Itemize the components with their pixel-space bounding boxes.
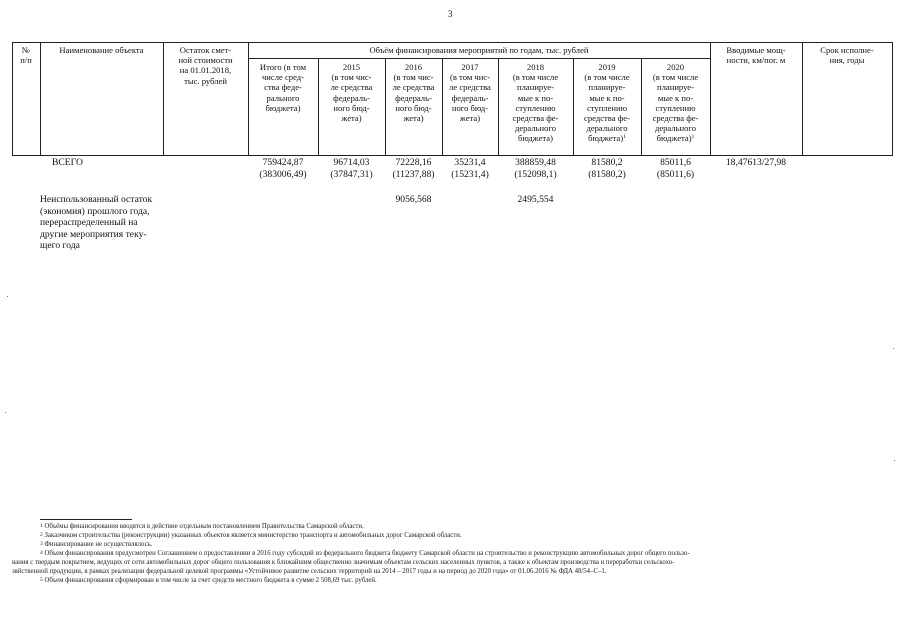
table-header-bottom-border <box>12 155 892 156</box>
footnote-separator <box>40 519 132 520</box>
row-total-label: ВСЕГО <box>52 157 83 168</box>
subheader-2015: 2015 (в том чис- ле средства федераль- ного бюд- жета) <box>330 62 373 124</box>
footnote-mark: 2 <box>40 532 43 538</box>
footnote-4-cont <box>12 568 607 576</box>
header-number: № п/п <box>20 45 32 66</box>
col-divider <box>40 42 41 156</box>
footnote-text: вания с твердым покрытием, ведущих от сети автомобильных дорог общего пользования к ближайшим общественно значимым объектам сельских населенных пунктов, а также к объектам производства и переработки сельскохо- <box>12 559 675 566</box>
federal-value: (81580,2) <box>588 168 626 180</box>
value: 81580,2 <box>591 157 623 168</box>
row-total-itogo <box>248 157 318 180</box>
footnote-1 <box>40 523 364 531</box>
value: 85011,6 <box>660 157 691 168</box>
value: 72228,16 <box>395 157 432 168</box>
subheader-total: Итого (в том числе сред- ства феде- рального бюджета) <box>259 62 307 113</box>
subheader-2016: 2016 (в том чис- ле средства федераль- ного бюд- жета) <box>392 62 435 124</box>
header-financing-by-year: Объём финансирования мероприятий по годам, тыс. рублей <box>369 45 589 55</box>
row-total-2017 <box>442 157 498 180</box>
federal-value: (383006,49) <box>259 168 307 180</box>
footnote-mark: 3 <box>40 541 43 547</box>
federal-value: (15231,4) <box>451 168 489 180</box>
subheader-2020 <box>641 62 710 144</box>
row-total-2019 <box>573 157 641 180</box>
row-total-2020 <box>641 157 710 180</box>
footnote-text: Заказчиком строительства (реконструкции) указанных объектов является министерство транспорта и автомобильных дорог Самарской области. <box>42 532 462 539</box>
value: 35231,4 <box>454 157 486 168</box>
header-object-name: Наименование объекта <box>59 45 144 55</box>
header-remaining-cost: Остаток смет- ной стоимости на 01.01.2018, тыс. рублей <box>178 45 233 86</box>
value: 96714,03 <box>333 157 370 168</box>
footnote-text: Объем финансирования предусмотрен Соглашением о предоставлении в 2016 году субсидий из федерального бюджета бюджету Самарской области на строительство и реконструкцию автомобильных дорог общего пользо- <box>42 550 690 557</box>
row-unused-2016: 9056,568 <box>395 194 432 205</box>
footnote-text: Объёмы финансирования вводятся в действие отдельным постановлением Правительства Самарской области. <box>42 523 364 530</box>
header-capacity: Вводимые мощ- ности, км/пог. м <box>726 45 786 66</box>
scan-speck <box>7 296 8 297</box>
row-total-capacity: 18,47613/27,98 <box>725 157 787 168</box>
table-right-border <box>892 42 893 156</box>
footnote-mark: 1 <box>40 523 43 529</box>
footnote-text: зяйственной продукции, в рамках реализации федеральной целевой программы «Устойчивое развитие сельских территорий на 2014 – 2017 годы и на период до 2020 года» от 01.06.2016 № ФДА 48/54–С–1. <box>12 568 607 575</box>
subheader-2018: 2018 (в том числе планируе- мые к по- ступлению средства фе- дерального бюджета) <box>512 62 559 144</box>
footnote-3 <box>40 541 152 549</box>
footnote-ref: 1 <box>623 134 626 141</box>
federal-value: (152098,1) <box>514 168 557 180</box>
header-deadline: Срок исполне- ния, годы <box>820 45 874 66</box>
page-number: 3 <box>448 9 453 19</box>
row-total-2018 <box>498 157 573 180</box>
footnote-mark: 4 <box>40 550 43 556</box>
footnote-mark: 5 <box>40 577 43 583</box>
footnote-4-cont <box>12 559 674 567</box>
footnote-ref: 1 <box>691 134 695 141</box>
subheader-2020-text: 2020 (в том числе планируе- мые к по- ступлению средства фе- дерального бюджета) <box>652 62 699 144</box>
federal-value: (37847,31) <box>330 168 373 180</box>
subheader-2019 <box>573 62 641 144</box>
footnote-4 <box>40 550 690 558</box>
row-total-2015 <box>318 157 385 180</box>
federal-value: (85011,6) <box>656 168 695 180</box>
subheader-2019-text: 2019 (в том числе планируе- мые к по- ступлению средства фе- дерального бюджета) <box>584 62 630 144</box>
federal-value: (11237,88) <box>392 168 435 180</box>
row-unused-label: Неиспользованный остаток (экономия) прошлого года, перераспределенный на другие мероприятия теку- щего года <box>40 194 153 251</box>
value: 388859,48 <box>515 157 556 168</box>
scan-speck <box>5 412 6 413</box>
subheader-2017: 2017 (в том чис- ле средства федераль- ного бюд- жета) <box>449 62 491 124</box>
table-top-border <box>12 42 892 43</box>
footnote-text: Объем финансирования сформирован в том числе за счет средств местного бюджета в сумме 2 508,69 тыс. рублей. <box>42 577 377 584</box>
footnote-5 <box>40 577 377 585</box>
row-unused-2018: 2495,554 <box>517 194 554 205</box>
footnote-text: Финансирование не осуществлялось. <box>42 541 153 548</box>
row-total-2016 <box>385 157 442 180</box>
scan-speck <box>893 348 894 349</box>
value: 759424,87 <box>262 157 304 168</box>
scan-speck <box>894 460 895 461</box>
footnote-2 <box>40 532 462 540</box>
